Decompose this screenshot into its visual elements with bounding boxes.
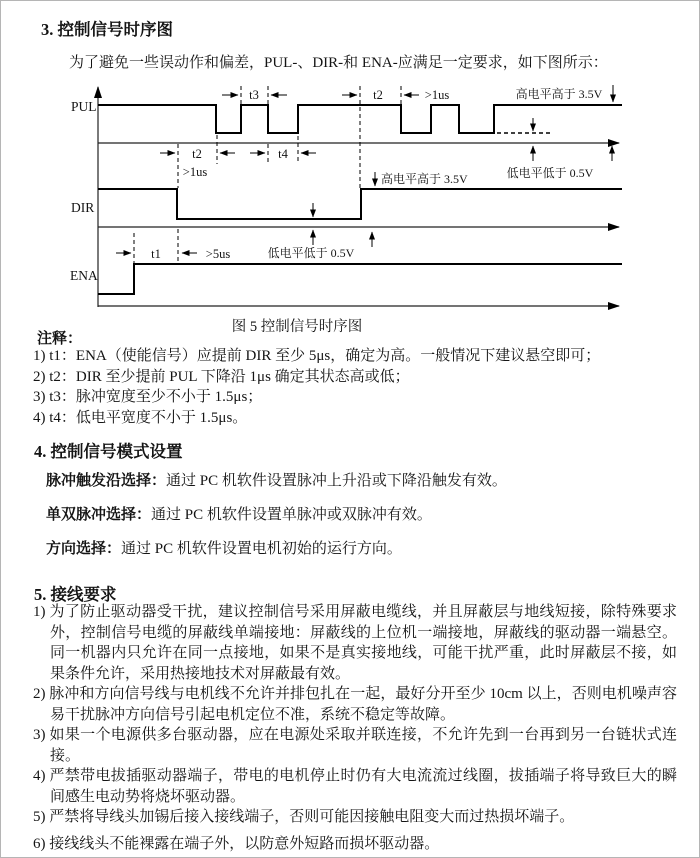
mode-item — [46, 505, 507, 525]
note-item: 1) t1：ENA（使能信号）应提前 DIR 至少 5μs，确定为高。一般情况下建议悬空即可； — [33, 348, 601, 364]
notes-title: 注释： — [37, 331, 83, 347]
label-high-level-pul: 高电平高于 3.5V — [515, 87, 603, 101]
mode-item — [46, 539, 507, 559]
notes-list — [33, 346, 600, 428]
label-t2-top: t2 — [373, 88, 383, 102]
section4-items — [46, 471, 507, 573]
section3-heading: 3. 控制信号时序图 — [41, 20, 173, 39]
label-low-level-dir: 低电平低于 0.5V — [267, 246, 355, 260]
section3-intro: 为了避免一些误动作和偏差，PUL-、DIR-和 ENA-应满足一定要求，如下图所示： — [69, 55, 608, 71]
signal-label-ena: ENA — [70, 268, 98, 283]
label-t3: t3 — [249, 88, 259, 102]
label-t4: t4 — [278, 147, 288, 161]
mode-item — [46, 471, 507, 491]
mode-item-text: 通过 PC 机软件设置脉冲上升沿或下降沿触发有效。 — [166, 473, 507, 489]
mode-item-text: 通过 PC 机软件设置电机初始的运行方向。 — [121, 541, 402, 557]
label-low-level-pul: 低电平低于 0.5V — [506, 166, 594, 180]
figure-caption: 图 5 控制信号时序图 — [231, 319, 363, 335]
label-high-level-dir: 高电平高于 3.5V — [381, 172, 468, 186]
section5-heading: 5. 接线要求 — [34, 585, 117, 604]
wiring-item: 4) 严禁带电拔插驱动器端子，带电的电机停止时仍有大电流流过线圈，拔插端子将导致巨大的瞬间感生电动势将烧坏驱动器。 — [33, 768, 677, 805]
signal-label-pul: PUL — [71, 99, 97, 114]
waveform-dir — [98, 189, 622, 219]
label-gt1us-bottom: >1us — [182, 165, 208, 179]
label-t2-bottom: t2 — [192, 147, 202, 161]
label-gt5us: >5us — [205, 247, 231, 261]
wiring-item: 1) 为了防止驱动器受干扰，建议控制信号采用屏蔽电缆线，并且屏蔽层与地线短接，除特殊要求外，控制信号电缆的屏蔽线单端接地：屏蔽线的上位机一端接地，屏蔽线的驱动器一端悬空。同一机器内只允许在同一点接地，如果不是真实接地线，可能干扰严重，此时屏蔽层不接，如果条件允许，采用热接地技术对屏蔽最有效。 — [33, 604, 677, 682]
wiring-item: 3) 如果一个电源供多台驱动器，应在电源处采取并联连接，不允许先到一台再到另一台链状式连接。 — [33, 727, 677, 764]
label-t1: t1 — [151, 247, 161, 261]
mode-item-label: 方向选择： — [46, 541, 122, 557]
section4-heading: 4. 控制信号模式设置 — [34, 442, 183, 461]
wiring-item: 2) 脉冲和方向信号线与电机线不允许并排包扎在一起，最好分开至少 10cm 以上，否则电机噪声容易干扰脉冲方向信号引起电机定位不准，系统不稳定等故障。 — [33, 686, 677, 723]
note-item: 4) t4：低电平宽度不小于 1.5μs。 — [33, 409, 248, 426]
timing-diagram — [1, 81, 700, 315]
mode-item-text: 通过 PC 机软件设置单脉冲或双脉冲有效。 — [151, 507, 432, 523]
signal-label-dir: DIR — [71, 200, 95, 215]
label-gt1us-top: >1us — [424, 88, 450, 102]
note-item: 3) t3：脉冲宽度至少不小于 1.5μs； — [33, 389, 263, 405]
section5-items — [33, 602, 677, 854]
waveform-ena — [98, 264, 622, 294]
note-item: 2) t2：DIR 至少提前 PUL 下降沿 1μs 确定其状态高或低； — [33, 368, 410, 385]
wiring-item: 6) 接线线头不能裸露在端子外，以防意外短路而损坏驱动器。 — [33, 835, 440, 852]
wiring-item: 5) 严禁将导线头加锡后接入接线端子，否则可能因接触电阻变大而过热损坏端子。 — [33, 809, 575, 825]
mode-item-label: 单双脉冲选择： — [46, 507, 152, 523]
mode-item-label: 脉冲触发沿选择： — [46, 473, 167, 489]
